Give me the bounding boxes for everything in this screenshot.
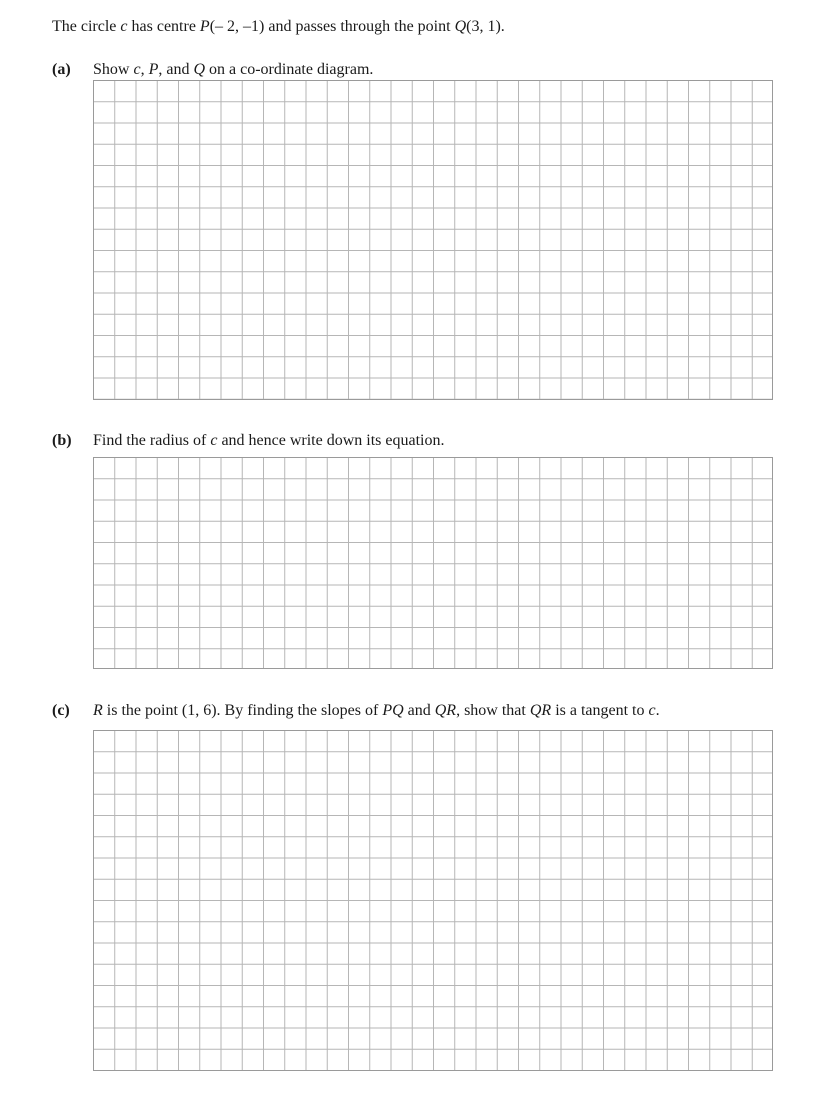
part-b-question: Find the radius of c and hence write down its equation.	[93, 432, 445, 449]
part-b-answer-grid[interactable]	[93, 457, 773, 669]
point-p-coords: (– 2, –1)	[209, 18, 265, 35]
point-p-symbol: P	[199, 18, 210, 35]
part-b-label: (b)	[52, 432, 72, 449]
part-a-label: (a)	[52, 61, 71, 78]
intro-text: and passes through the point	[264, 18, 455, 35]
part-c-label: (c)	[52, 702, 70, 719]
circle-symbol: c	[120, 18, 128, 35]
part-a-answer-grid[interactable]	[93, 80, 773, 400]
question-intro	[52, 17, 505, 37]
part-c-answer-grid[interactable]	[93, 730, 773, 1071]
part-c-question: R is the point (1, 6). By finding the slopes of PQ and QR, show that QR is a tangent to c.	[93, 702, 660, 719]
intro-text: has centre	[127, 18, 200, 35]
part-a-question: Show c, P, and Q on a co-ordinate diagram.	[93, 61, 374, 78]
point-q-coords: (3, 1).	[466, 18, 505, 35]
point-q-symbol: Q	[454, 18, 467, 35]
intro-text: The circle	[52, 18, 121, 35]
